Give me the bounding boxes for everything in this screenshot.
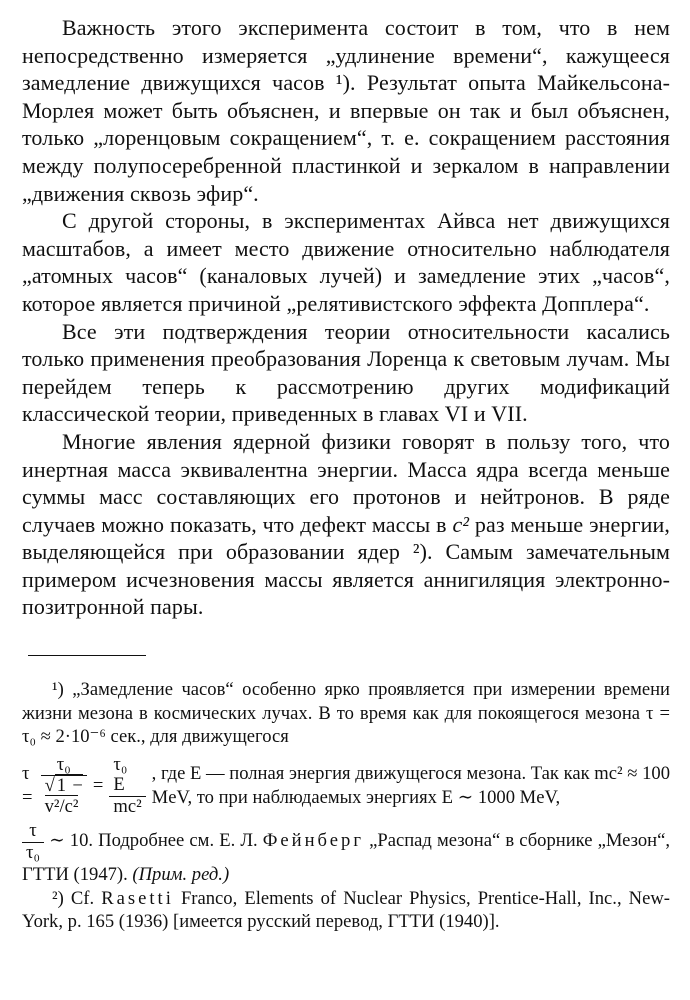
paragraph-4-part-b: раз меньше энергии, выделяющейся при образовании ядер ²). Самым замечательным примером исчезновения массы является аннигиляция электронно-позитронной пары. bbox=[22, 511, 670, 620]
formula-fraction-2 bbox=[109, 755, 145, 817]
footnote-2 bbox=[22, 887, 670, 934]
footnote-2-prefix: Cf. bbox=[70, 887, 95, 909]
paragraph-1: Важность этого эксперимента состоит в том, что в нем непосредственно измеряется „удлинение времени“, кажущееся замедление движущихся часов ¹). Результат опыта Майкельсона-Морлея может быть объяснен, и впервые он так и был объяснен, только „лоренцовым сокращением“, т. е. сокращением расстояния между полупосеребренной пластинкой и зеркалом в направлении „движения сквозь эфир“. bbox=[22, 15, 670, 206]
footnote-2-text: Franco, Elements of Nuclear Physics, Prentice-Hall, Inc., New-York, p. 165 (1936) [имеется русский перевод, ГТТИ (1940)]. bbox=[22, 887, 670, 933]
fraction-1-denominator: √ 1 − v²/c² bbox=[44, 775, 83, 817]
editor-note: (Прим. ред.) bbox=[132, 864, 230, 886]
fraction-3-denominator: τ₀ bbox=[26, 841, 40, 863]
lifetime-formula bbox=[22, 755, 670, 817]
footnote-1-marker: ¹) bbox=[52, 679, 64, 701]
footnote-1-tail-a: ∼ 10. Подробнее см. Е. Л. bbox=[49, 830, 258, 852]
formula-fraction-3 bbox=[22, 821, 44, 863]
footnote-1-continuation bbox=[22, 821, 670, 887]
paragraph-4 bbox=[22, 428, 670, 621]
paragraph-3: Все эти подтверждения теории относительности касались только применения преобразования Лоренца к световым лучам. Мы перейдем теперь к рассмотрению других модификаций классической теории, приведенных в главах VI и VII. bbox=[22, 318, 670, 427]
footnote-2-author: Rasetti bbox=[101, 887, 174, 909]
footnote-1-text: „Замедление часов“ особенно ярко проявляется при измерении времени жизни мезона в космических лучах. В то время как для покоящегося мезона τ = τ₀ ≈ 2·10⁻⁶ сек., для движущегося bbox=[22, 679, 670, 748]
formula-equals: = bbox=[92, 775, 104, 797]
footnote-1-author: Фейнберг bbox=[262, 830, 364, 852]
fraction-2-numerator: τ₀ E bbox=[113, 753, 128, 796]
formula-fraction-1 bbox=[41, 755, 87, 817]
footnotes bbox=[22, 678, 670, 934]
paragraph-4-part-a: Многие явления ядерной физики говорят в пользу того, что инертная масса эквивалентна энергии. Масса ядра всегда меньше суммы масс составляющих его протонов и нейтронов. В ряде случаев можно показать, что дефект массы в bbox=[22, 428, 670, 537]
book-page bbox=[22, 0, 670, 934]
sqrt-radicand: 1 − v²/c² bbox=[44, 775, 83, 817]
main-text bbox=[22, 0, 670, 621]
fraction-1-numerator: τ₀ bbox=[56, 753, 71, 775]
c-squared-term: c² bbox=[452, 511, 470, 537]
fraction-2-denominator: mc² bbox=[113, 795, 142, 817]
footnote-separator bbox=[28, 655, 146, 656]
formula-tau: τ = bbox=[22, 763, 33, 809]
formula-explanation: , где E — полная энергия движущегося мезона. Так как mc² ≈ 100 MeV, то при наблюдаемых энергиях E ∼ 1000 MeV, bbox=[151, 763, 670, 809]
footnote-1-tail-b: „Распад мезона“ в сборнике „Мезон“, ГТТИ (1947). bbox=[22, 830, 670, 886]
footnote-1 bbox=[22, 678, 670, 749]
fraction-3-numerator: τ bbox=[29, 820, 37, 842]
footnote-2-marker: ²) bbox=[52, 887, 64, 909]
paragraph-2: С другой стороны, в экспериментах Айвса нет движущихся масштабов, а имеет место движение относительно наблюдателя „атомных часов“ (каналовых лучей) и замедление этих „часов“, которое является причиной „релятивистского эффекта Допплера“. bbox=[22, 208, 670, 316]
